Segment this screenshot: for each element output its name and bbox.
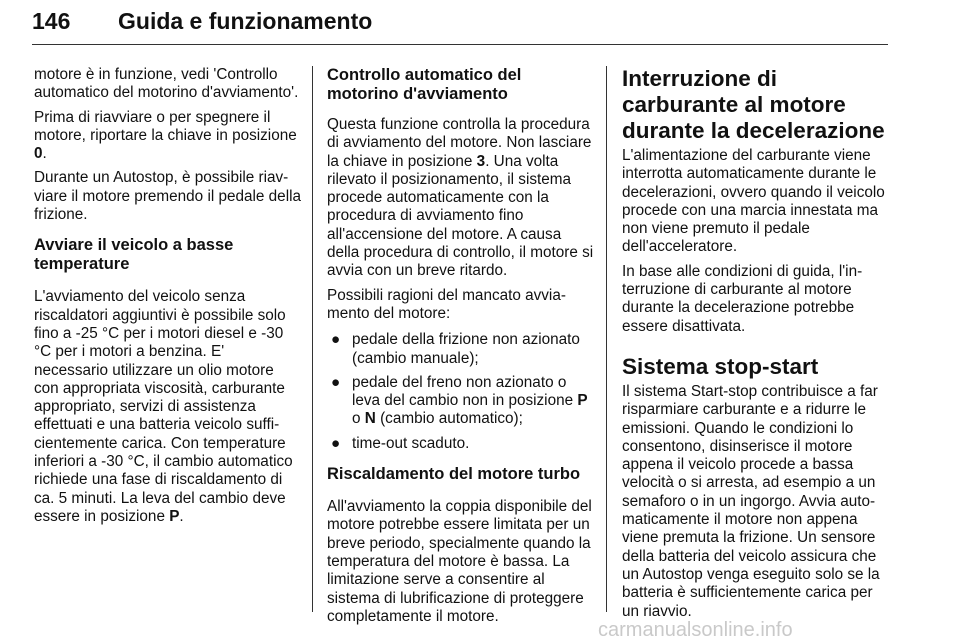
column-3 — [622, 66, 890, 627]
gear-position-p: P — [577, 392, 588, 410]
list-item-text: time-out scaduto. — [352, 434, 470, 452]
paragraph — [327, 116, 595, 281]
gear-position-n: N — [364, 410, 376, 428]
page-number: 146 — [32, 8, 71, 34]
bullet-icon: ● — [331, 434, 341, 452]
paragraph: Possibili ragioni del mancato avviamento del motore: — [327, 286, 566, 322]
bullet-icon: ● — [331, 373, 341, 391]
list-item — [327, 374, 595, 429]
column-1 — [34, 66, 302, 532]
paragraph: All'avviamento la coppia disponibile del motore potrebbe essere limitata per un breve periodo, specialmente quando la temperatura del motore è bassa. La limitazione serve a consentire al sistema di lubrificazione di proteggere completamente il motore. — [327, 498, 592, 625]
watermark: carmanualsonline.info — [598, 619, 793, 641]
paragraph — [34, 109, 302, 164]
paragraph-text: . — [179, 507, 184, 525]
paragraph: In base alle condizioni di guida, l'interruzione di carburante al motore durante la decelerazione potrebbe essere disattivata. — [622, 262, 863, 335]
gear-position-p: P — [169, 507, 180, 525]
paragraph-text: Questa funzione controlla la procedura di avviamento del motore. Non lasciare la chiave in posizione — [327, 116, 592, 170]
heading-turbo-warmup: Riscaldamento del motore turbo — [327, 465, 581, 484]
heading-low-temperature: Avviare il veicolo a basse temperature — [34, 236, 234, 274]
paragraph: L'alimentazione del carburante viene interrotta automaticamente durante le decelerazioni, ovvero quando il veicolo procede con una marcia innestata ma non viene premuto il pedale dell'acceleratore. — [622, 147, 885, 256]
paragraph — [34, 288, 302, 526]
key-position-3: 3 — [476, 152, 486, 170]
paragraph-text: Prima di riavviare o per spegnere il motore, riportare la chiave in posizione — [34, 108, 297, 144]
heading-starter-control: Controllo automatico del motorino d'avviamento — [327, 66, 522, 103]
column-divider-2 — [606, 66, 607, 612]
list-item — [327, 331, 595, 368]
list-item-text: (cambio automatico); — [375, 410, 523, 428]
reasons-list — [327, 331, 595, 453]
heading-stop-start: Sistema stop-start — [622, 353, 819, 379]
list-item — [327, 435, 595, 453]
column-divider-1 — [312, 66, 313, 612]
page-header — [32, 8, 888, 48]
paragraph-text: . Una volta rilevato il posizionamento, il sistema procede automaticamente con la procedura di avviamento fino all'accensione del motore. A causa della procedura di controllo, il motore si avvia con un breve ritardo. — [327, 152, 594, 280]
key-position-0: 0 — [34, 145, 43, 163]
chapter-title: Guida e funzionamento — [118, 8, 373, 34]
heading-fuel-cutoff: Interruzione di carburante al motore durante la decelerazione — [622, 66, 885, 143]
bullet-icon: ● — [331, 331, 341, 349]
header-divider — [32, 44, 888, 45]
paragraph: Il sistema Start-stop contribuisce a far risparmiare carburante e a ridurre le emissioni. Quando le condizioni lo consentono, disinserisce il motore appena il veicolo procede a bassa velocità o si arresta, ad esempio a un semaforo o in un ingorgo. Avvia automaticamente il motore non appena viene premuta la frizione. Un sensore della batteria del veicolo assicura che un Autostop venga eseguito solo se la batteria è sufficientemente carica per un riavvio. — [622, 382, 880, 620]
list-item-text: o — [352, 410, 365, 428]
list-item-text: pedale del freno non azionato o leva del cambio non in posizione — [352, 373, 578, 410]
paragraph: Durante un Autostop, è possibile riavviare il motore premendo il pedale della frizione. — [34, 169, 301, 224]
paragraph-text: . — [42, 145, 47, 163]
paragraph: motore è in funzione, vedi 'Controllo automatico del motorino d'avviamento'. — [34, 66, 299, 102]
list-item-text: pedale della frizione non azionato (cambio manuale); — [352, 331, 580, 367]
paragraph-text: L'avviamento del veicolo senza riscaldatori aggiuntivi è possibile solo fino a -25 °C per i motori diesel e -30 °C per i motori a benzina. E' necessario utilizzare un olio motore con appropriata viscosità, carburante appropriato, servizi di assistenza effettuati e una batteria veicolo sufficientemente carica. Con temperature inferiori a -30 °C, il cambio automatico richiede una fase di riscaldamento di ca. 5 minuti. La leva del cambio deve essere in posizione — [34, 288, 293, 525]
column-2 — [327, 66, 595, 632]
